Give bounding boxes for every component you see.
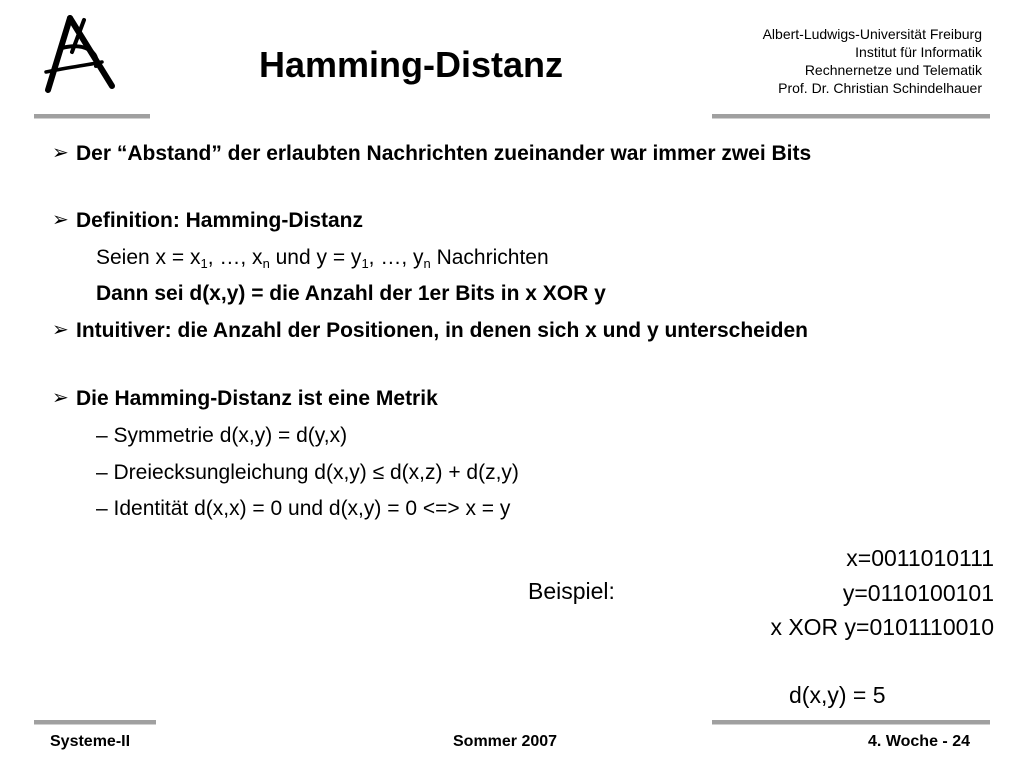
bullet-arrow-icon: ➢ (52, 142, 69, 164)
footer-rule-left (34, 720, 156, 724)
metric-symmetry: – Symmetrie d(x,y) = d(y,x) (96, 424, 348, 447)
definition-line-messages: Seien $x = x_1$, …, $x_n$ und $y = y_1$, …, $y_n$ Nachrichten (96, 246, 549, 271)
bullet-distance (52, 139, 952, 168)
example-y-value: y=0110100101 (842, 580, 994, 606)
institution-line-university: Albert-Ludwigs-Universität Freiburg (762, 26, 982, 42)
definition-line-count: Dann sei d(x,y) = die Anzahl der 1er Bits in x XOR y (96, 282, 606, 305)
example-distance-result: d(x,y) = 5 (789, 682, 886, 708)
bullet-arrow-icon: ➢ (52, 319, 69, 341)
bullet-intuitive (52, 316, 952, 345)
bullet-arrow-icon: ➢ (52, 209, 69, 231)
institution-line-professor: Prof. Dr. Christian Schindelhauer (778, 80, 982, 96)
bullet-text: Der “Abstand” der erlaubten Nachrichten zueinander war immer zwei Bits (76, 142, 812, 165)
bullet-arrow-icon: ➢ (52, 387, 69, 409)
bullet-definition (52, 206, 952, 235)
footer-course: Systeme-II (50, 733, 131, 750)
page-title: Hamming-Distanz (259, 44, 564, 85)
metric-identity: – Identität d(x,x) = 0 und d(x,y) = 0 <=> x = y (96, 497, 511, 520)
footer-rule-right (712, 720, 990, 724)
institution-line-department: Rechnernetze und Telematik (804, 62, 982, 78)
footer-semester: Sommer 2007 (453, 733, 558, 750)
university-logo (40, 12, 124, 96)
example-x-value: x=0011010111 (846, 545, 994, 571)
bullet-metric (52, 384, 952, 413)
example-label: Beispiel: (528, 578, 615, 604)
institution-line-institute: Institut für Informatik (855, 44, 982, 60)
bullet-text: Intuitiver: die Anzahl der Positionen, in denen sich x und y unterscheiden (76, 319, 808, 342)
header-rule-left (34, 114, 150, 118)
bullet-text: Die Hamming-Distanz ist eine Metrik (76, 387, 438, 410)
example-xor-value: x XOR y=0101110010 (770, 614, 994, 640)
footer-page-number: 4. Woche - 24 (868, 733, 970, 750)
institution-block (763, 25, 982, 97)
bullet-text: Definition: Hamming-Distanz (76, 209, 363, 232)
header-rule-right (712, 114, 990, 118)
metric-triangle-inequality: – Dreiecksungleichung d(x,y) ≤ d(x,z) + d(z,y) (96, 461, 519, 484)
